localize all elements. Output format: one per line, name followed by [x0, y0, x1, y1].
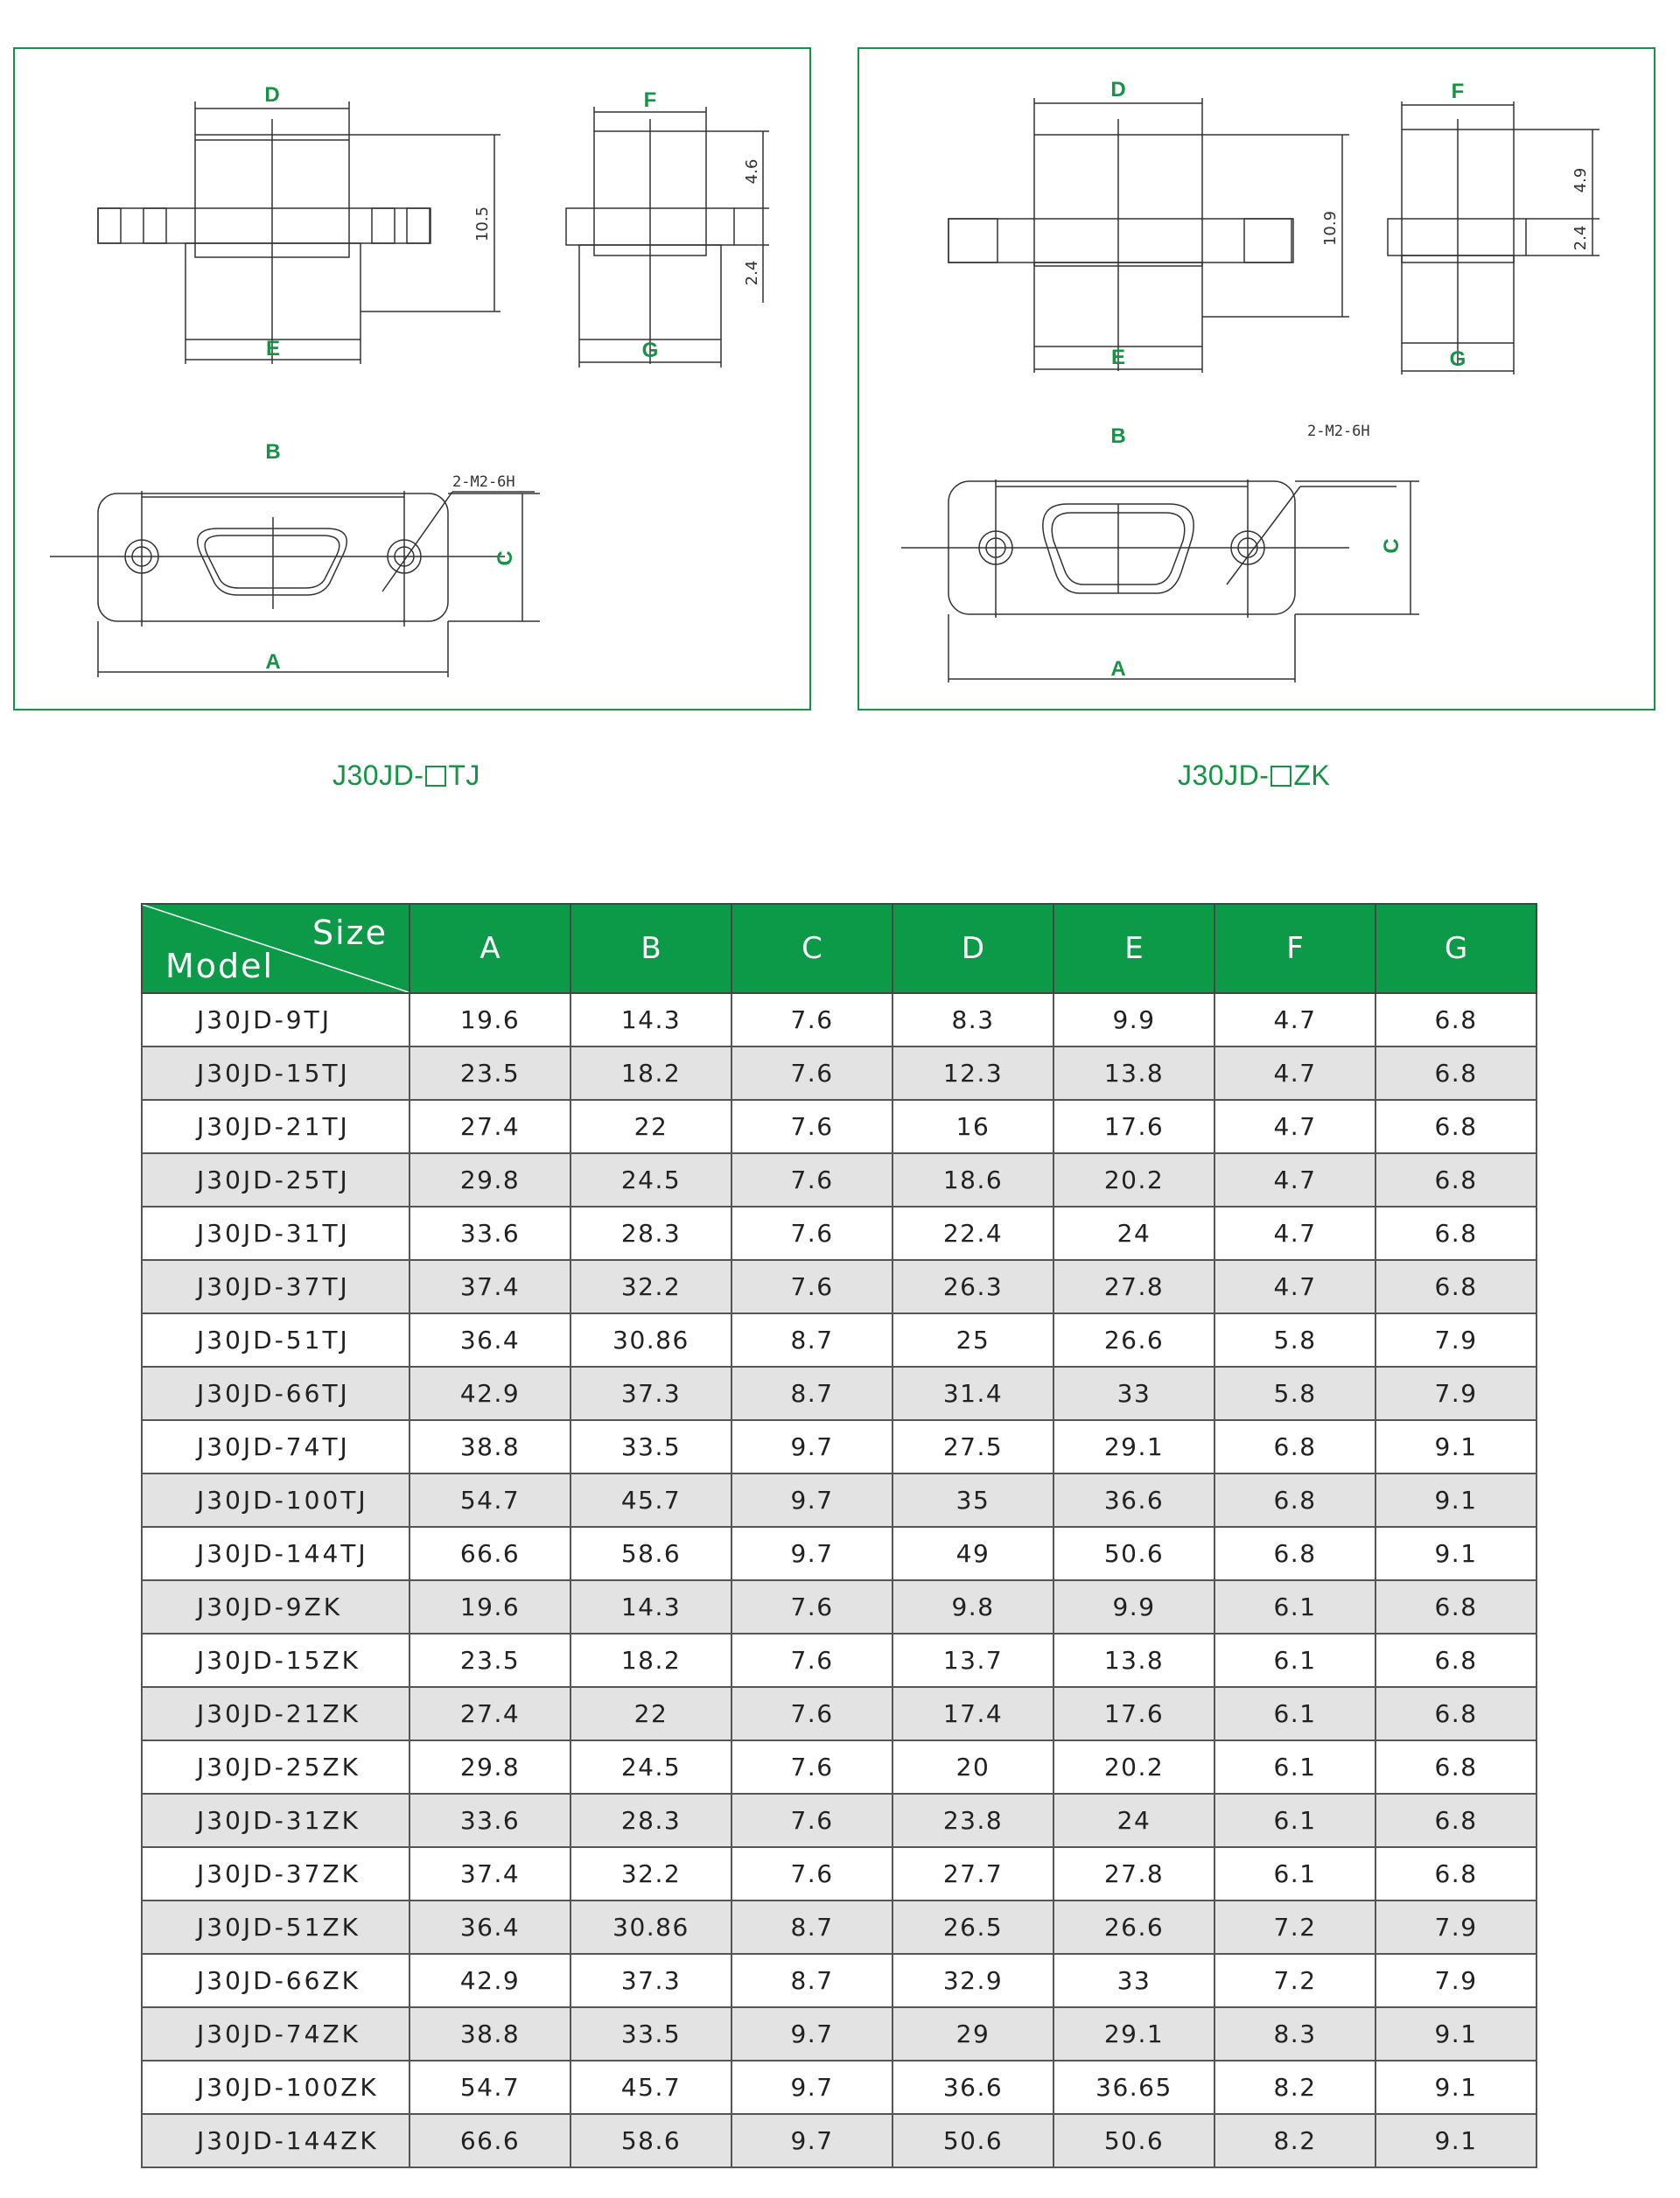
value-cell-c: 7.6 — [732, 1207, 892, 1260]
col-header-c: C — [732, 904, 892, 993]
value-cell-f: 6.1 — [1214, 1687, 1376, 1740]
value-cell-a: 42.9 — [410, 1367, 570, 1420]
value-cell-e: 50.6 — [1054, 1527, 1214, 1580]
model-cell: J30JD-74TJ — [142, 1420, 410, 1474]
value-cell-e: 20.2 — [1054, 1740, 1214, 1794]
table-row — [142, 1474, 1536, 1527]
table-row — [142, 1260, 1536, 1313]
value-cell-f: 4.7 — [1214, 1260, 1376, 1313]
value-cell-c: 7.6 — [732, 1260, 892, 1313]
front-flange — [98, 208, 430, 243]
value-cell-e: 26.6 — [1054, 1900, 1214, 1954]
table-row — [142, 1100, 1536, 1153]
col-header-a: A — [410, 904, 570, 993]
value-cell-e: 13.8 — [1054, 1046, 1214, 1100]
value-cell-d: 27.7 — [892, 1847, 1054, 1900]
table-row — [142, 993, 1536, 1046]
value-cell-f: 4.7 — [1214, 993, 1376, 1046]
value-cell-f: 6.1 — [1214, 1634, 1376, 1687]
value-cell-d: 12.3 — [892, 1046, 1054, 1100]
value-cell-b: 32.2 — [570, 1260, 732, 1313]
table-row — [142, 2061, 1536, 2114]
value-cell-e: 9.9 — [1054, 993, 1214, 1046]
value-cell-d: 17.4 — [892, 1687, 1054, 1740]
value-cell-d: 27.5 — [892, 1420, 1054, 1474]
value-cell-b: 58.6 — [570, 1527, 732, 1580]
col-header-f: F — [1214, 904, 1376, 993]
model-cell: J30JD-31TJ — [142, 1207, 410, 1260]
value-cell-c: 7.6 — [732, 1153, 892, 1207]
value-cell-d: 32.9 — [892, 1954, 1054, 2007]
table-row — [142, 1046, 1536, 1100]
table-body — [142, 993, 1536, 2167]
technical-drawing-zk — [859, 49, 1657, 712]
dim-upper: 4.6 — [743, 158, 761, 185]
value-cell-g: 6.8 — [1376, 1740, 1536, 1794]
value-cell-e: 17.6 — [1054, 1687, 1214, 1740]
value-cell-e: 17.6 — [1054, 1100, 1214, 1153]
value-cell-c: 7.6 — [732, 1847, 892, 1900]
value-cell-b: 14.3 — [570, 993, 732, 1046]
model-cell: J30JD-100ZK — [142, 2061, 410, 2114]
model-cell: J30JD-100TJ — [142, 1474, 410, 1527]
value-cell-e: 50.6 — [1054, 2114, 1214, 2167]
model-cell: J30JD-9ZK — [142, 1580, 410, 1634]
value-cell-g: 6.8 — [1376, 1794, 1536, 1847]
value-cell-a: 19.6 — [410, 993, 570, 1046]
model-cell: J30JD-37ZK — [142, 1847, 410, 1900]
value-cell-f: 8.2 — [1214, 2114, 1376, 2167]
value-cell-a: 37.4 — [410, 1260, 570, 1313]
value-cell-c: 9.7 — [732, 2114, 892, 2167]
value-cell-c: 8.7 — [732, 1954, 892, 2007]
value-cell-b: 28.3 — [570, 1794, 732, 1847]
value-cell-d: 29 — [892, 2007, 1054, 2061]
model-header: Model — [165, 947, 275, 985]
value-cell-c: 7.6 — [732, 1740, 892, 1794]
value-cell-c: 7.6 — [732, 1580, 892, 1634]
label-b: B — [1110, 424, 1126, 448]
value-cell-d: 8.3 — [892, 993, 1054, 1046]
value-cell-a: 38.8 — [410, 2007, 570, 2061]
value-cell-g: 7.9 — [1376, 1367, 1536, 1420]
model-cell: J30JD-51ZK — [142, 1900, 410, 1954]
value-cell-a: 33.6 — [410, 1794, 570, 1847]
value-cell-a: 33.6 — [410, 1207, 570, 1260]
value-cell-c: 7.6 — [732, 1634, 892, 1687]
model-cell: J30JD-66TJ — [142, 1367, 410, 1420]
value-cell-c: 9.7 — [732, 1420, 892, 1474]
value-cell-e: 29.1 — [1054, 2007, 1214, 2061]
value-cell-d: 25 — [892, 1313, 1054, 1367]
table-row — [142, 1794, 1536, 1847]
value-cell-d: 50.6 — [892, 2114, 1054, 2167]
value-cell-e: 20.2 — [1054, 1153, 1214, 1207]
value-cell-b: 33.5 — [570, 2007, 732, 2061]
value-cell-a: 42.9 — [410, 1954, 570, 2007]
caption-zk-suffix: ZK — [1293, 760, 1331, 791]
value-cell-b: 37.3 — [570, 1954, 732, 2007]
value-cell-g: 6.8 — [1376, 1046, 1536, 1100]
value-cell-f: 6.8 — [1214, 1527, 1376, 1580]
table-row — [142, 2007, 1536, 2061]
value-cell-e: 33 — [1054, 1954, 1214, 2007]
value-cell-e: 36.6 — [1054, 1474, 1214, 1527]
value-cell-c: 9.7 — [732, 2061, 892, 2114]
value-cell-f: 7.2 — [1214, 1900, 1376, 1954]
value-cell-e: 27.8 — [1054, 1260, 1214, 1313]
value-cell-b: 32.2 — [570, 1847, 732, 1900]
value-cell-d: 18.6 — [892, 1153, 1054, 1207]
value-cell-d: 22.4 — [892, 1207, 1054, 1260]
value-cell-e: 9.9 — [1054, 1580, 1214, 1634]
table-row — [142, 1313, 1536, 1367]
model-cell: J30JD-31ZK — [142, 1794, 410, 1847]
value-cell-f: 6.8 — [1214, 1474, 1376, 1527]
value-cell-f: 7.2 — [1214, 1954, 1376, 2007]
model-cell: J30JD-37TJ — [142, 1260, 410, 1313]
table-row — [142, 1580, 1536, 1634]
value-cell-c: 7.6 — [732, 1794, 892, 1847]
value-cell-a: 19.6 — [410, 1580, 570, 1634]
value-cell-c: 8.7 — [732, 1900, 892, 1954]
col-header-d: D — [892, 904, 1054, 993]
caption-tj-suffix: TJ — [448, 760, 480, 791]
value-cell-b: 58.6 — [570, 2114, 732, 2167]
value-cell-f: 4.7 — [1214, 1046, 1376, 1100]
caption-zk — [1178, 760, 1330, 792]
col-header-g: G — [1376, 904, 1536, 993]
size-header: Size — [312, 914, 388, 952]
value-cell-g: 6.8 — [1376, 1260, 1536, 1313]
blank-box-icon — [425, 766, 446, 787]
value-cell-b: 37.3 — [570, 1367, 732, 1420]
value-cell-f: 6.1 — [1214, 1794, 1376, 1847]
value-cell-f: 8.2 — [1214, 2061, 1376, 2114]
value-cell-f: 6.1 — [1214, 1740, 1376, 1794]
drawing-panel-tj — [13, 47, 811, 710]
table-row — [142, 1900, 1536, 1954]
value-cell-a: 37.4 — [410, 1847, 570, 1900]
value-cell-b: 24.5 — [570, 1740, 732, 1794]
value-cell-g: 9.1 — [1376, 2007, 1536, 2061]
value-cell-g: 6.8 — [1376, 1100, 1536, 1153]
dim-height: 10.9 — [1321, 210, 1340, 247]
label-e: E — [1110, 346, 1126, 369]
value-cell-e: 24 — [1054, 1207, 1214, 1260]
col-header-e: E — [1054, 904, 1214, 993]
value-cell-f: 4.7 — [1214, 1153, 1376, 1207]
value-cell-b: 22 — [570, 1687, 732, 1740]
table-row — [142, 1420, 1536, 1474]
value-cell-a: 23.5 — [410, 1634, 570, 1687]
table-row — [142, 1634, 1536, 1687]
value-cell-e: 13.8 — [1054, 1634, 1214, 1687]
value-cell-g: 7.9 — [1376, 1900, 1536, 1954]
value-cell-d: 26.5 — [892, 1900, 1054, 1954]
value-cell-g: 6.8 — [1376, 1847, 1536, 1900]
value-cell-a: 36.4 — [410, 1900, 570, 1954]
value-cell-g: 6.8 — [1376, 1207, 1536, 1260]
value-cell-a: 36.4 — [410, 1313, 570, 1367]
value-cell-b: 18.2 — [570, 1046, 732, 1100]
value-cell-a: 27.4 — [410, 1100, 570, 1153]
value-cell-b: 30.86 — [570, 1900, 732, 1954]
value-cell-a: 38.8 — [410, 1420, 570, 1474]
model-cell: J30JD-25TJ — [142, 1153, 410, 1207]
value-cell-a: 29.8 — [410, 1153, 570, 1207]
table-row — [142, 2114, 1536, 2167]
value-cell-g: 9.1 — [1376, 1420, 1536, 1474]
caption-tj-prefix: J30JD- — [332, 760, 424, 791]
value-cell-g: 6.8 — [1376, 1687, 1536, 1740]
value-cell-e: 36.65 — [1054, 2061, 1214, 2114]
corner-header — [142, 904, 410, 993]
table-header-row — [142, 904, 1536, 993]
table-row — [142, 1740, 1536, 1794]
value-cell-d: 31.4 — [892, 1367, 1054, 1420]
value-cell-a: 29.8 — [410, 1740, 570, 1794]
model-cell: J30JD-21ZK — [142, 1687, 410, 1740]
value-cell-c: 9.7 — [732, 1527, 892, 1580]
value-cell-c: 7.6 — [732, 1100, 892, 1153]
value-cell-c: 9.7 — [732, 2007, 892, 2061]
value-cell-g: 9.1 — [1376, 1527, 1536, 1580]
caption-zk-prefix: J30JD- — [1178, 760, 1270, 791]
model-cell: J30JD-9TJ — [142, 993, 410, 1046]
value-cell-b: 33.5 — [570, 1420, 732, 1474]
value-cell-g: 9.1 — [1376, 1474, 1536, 1527]
value-cell-d: 49 — [892, 1527, 1054, 1580]
value-cell-e: 27.8 — [1054, 1847, 1214, 1900]
value-cell-e: 26.6 — [1054, 1313, 1214, 1367]
label-g: G — [1449, 347, 1466, 371]
table-row — [142, 1954, 1536, 2007]
value-cell-d: 16 — [892, 1100, 1054, 1153]
value-cell-c: 8.7 — [732, 1367, 892, 1420]
value-cell-a: 23.5 — [410, 1046, 570, 1100]
value-cell-c: 8.7 — [732, 1313, 892, 1367]
label-c: C — [494, 550, 517, 566]
value-cell-g: 7.9 — [1376, 1313, 1536, 1367]
value-cell-f: 8.3 — [1214, 2007, 1376, 2061]
model-cell: J30JD-21TJ — [142, 1100, 410, 1153]
value-cell-f: 5.8 — [1214, 1313, 1376, 1367]
thread-note: 2-M2-6H — [452, 473, 515, 491]
label-g: G — [641, 339, 659, 362]
model-cell: J30JD-51TJ — [142, 1313, 410, 1367]
label-a: A — [1110, 657, 1126, 681]
value-cell-c: 7.6 — [732, 1046, 892, 1100]
value-cell-a: 54.7 — [410, 1474, 570, 1527]
value-cell-e: 33 — [1054, 1367, 1214, 1420]
value-cell-a: 27.4 — [410, 1687, 570, 1740]
value-cell-d: 36.6 — [892, 2061, 1054, 2114]
value-cell-b: 28.3 — [570, 1207, 732, 1260]
value-cell-g: 6.8 — [1376, 1580, 1536, 1634]
label-b: B — [265, 440, 281, 464]
value-cell-a: 54.7 — [410, 2061, 570, 2114]
value-cell-f: 4.7 — [1214, 1100, 1376, 1153]
value-cell-g: 6.8 — [1376, 1634, 1536, 1687]
model-cell: J30JD-144ZK — [142, 2114, 410, 2167]
value-cell-g: 6.8 — [1376, 1153, 1536, 1207]
value-cell-d: 23.8 — [892, 1794, 1054, 1847]
value-cell-g: 7.9 — [1376, 1954, 1536, 2007]
label-c: C — [1380, 538, 1404, 554]
model-cell: J30JD-15ZK — [142, 1634, 410, 1687]
label-d: D — [264, 83, 280, 107]
table-row — [142, 1207, 1536, 1260]
dimension-table — [141, 903, 1537, 2168]
table-row — [142, 1367, 1536, 1420]
value-cell-b: 18.2 — [570, 1634, 732, 1687]
value-cell-a: 66.6 — [410, 1527, 570, 1580]
value-cell-d: 9.8 — [892, 1580, 1054, 1634]
caption-tj — [332, 760, 480, 792]
table-row — [142, 1153, 1536, 1207]
value-cell-f: 6.1 — [1214, 1847, 1376, 1900]
model-cell: J30JD-74ZK — [142, 2007, 410, 2061]
table-row — [142, 1687, 1536, 1740]
model-cell: J30JD-15TJ — [142, 1046, 410, 1100]
value-cell-a: 66.6 — [410, 2114, 570, 2167]
label-a: A — [265, 650, 281, 674]
value-cell-g: 9.1 — [1376, 2061, 1536, 2114]
value-cell-c: 9.7 — [732, 1474, 892, 1527]
dim-lower: 2.4 — [1572, 225, 1590, 251]
value-cell-f: 4.7 — [1214, 1207, 1376, 1260]
model-cell: J30JD-25ZK — [142, 1740, 410, 1794]
label-f: F — [643, 88, 657, 112]
value-cell-d: 26.3 — [892, 1260, 1054, 1313]
value-cell-c: 7.6 — [732, 1687, 892, 1740]
table-row — [142, 1527, 1536, 1580]
value-cell-b: 14.3 — [570, 1580, 732, 1634]
thread-note: 2-M2-6H — [1307, 423, 1370, 440]
value-cell-f: 6.1 — [1214, 1580, 1376, 1634]
value-cell-g: 9.1 — [1376, 2114, 1536, 2167]
value-cell-d: 20 — [892, 1740, 1054, 1794]
blank-box-icon — [1270, 766, 1292, 787]
value-cell-e: 29.1 — [1054, 1420, 1214, 1474]
label-e: E — [265, 337, 281, 360]
value-cell-g: 6.8 — [1376, 993, 1536, 1046]
table-row — [142, 1847, 1536, 1900]
technical-drawing-tj — [15, 49, 813, 712]
value-cell-b: 45.7 — [570, 1474, 732, 1527]
value-cell-d: 13.7 — [892, 1634, 1054, 1687]
col-header-b: B — [570, 904, 732, 993]
value-cell-f: 5.8 — [1214, 1367, 1376, 1420]
label-f: F — [1451, 80, 1465, 103]
model-cell: J30JD-144TJ — [142, 1527, 410, 1580]
value-cell-d: 35 — [892, 1474, 1054, 1527]
value-cell-b: 30.86 — [570, 1313, 732, 1367]
dim-lower: 2.4 — [743, 260, 761, 286]
value-cell-b: 45.7 — [570, 2061, 732, 2114]
dim-upper: 4.9 — [1572, 167, 1590, 193]
value-cell-f: 6.8 — [1214, 1420, 1376, 1474]
label-d: D — [1110, 78, 1126, 102]
value-cell-c: 7.6 — [732, 993, 892, 1046]
value-cell-e: 24 — [1054, 1794, 1214, 1847]
dim-height: 10.5 — [473, 206, 492, 242]
value-cell-b: 24.5 — [570, 1153, 732, 1207]
drawing-panel-zk — [858, 47, 1656, 710]
model-cell: J30JD-66ZK — [142, 1954, 410, 2007]
value-cell-b: 22 — [570, 1100, 732, 1153]
